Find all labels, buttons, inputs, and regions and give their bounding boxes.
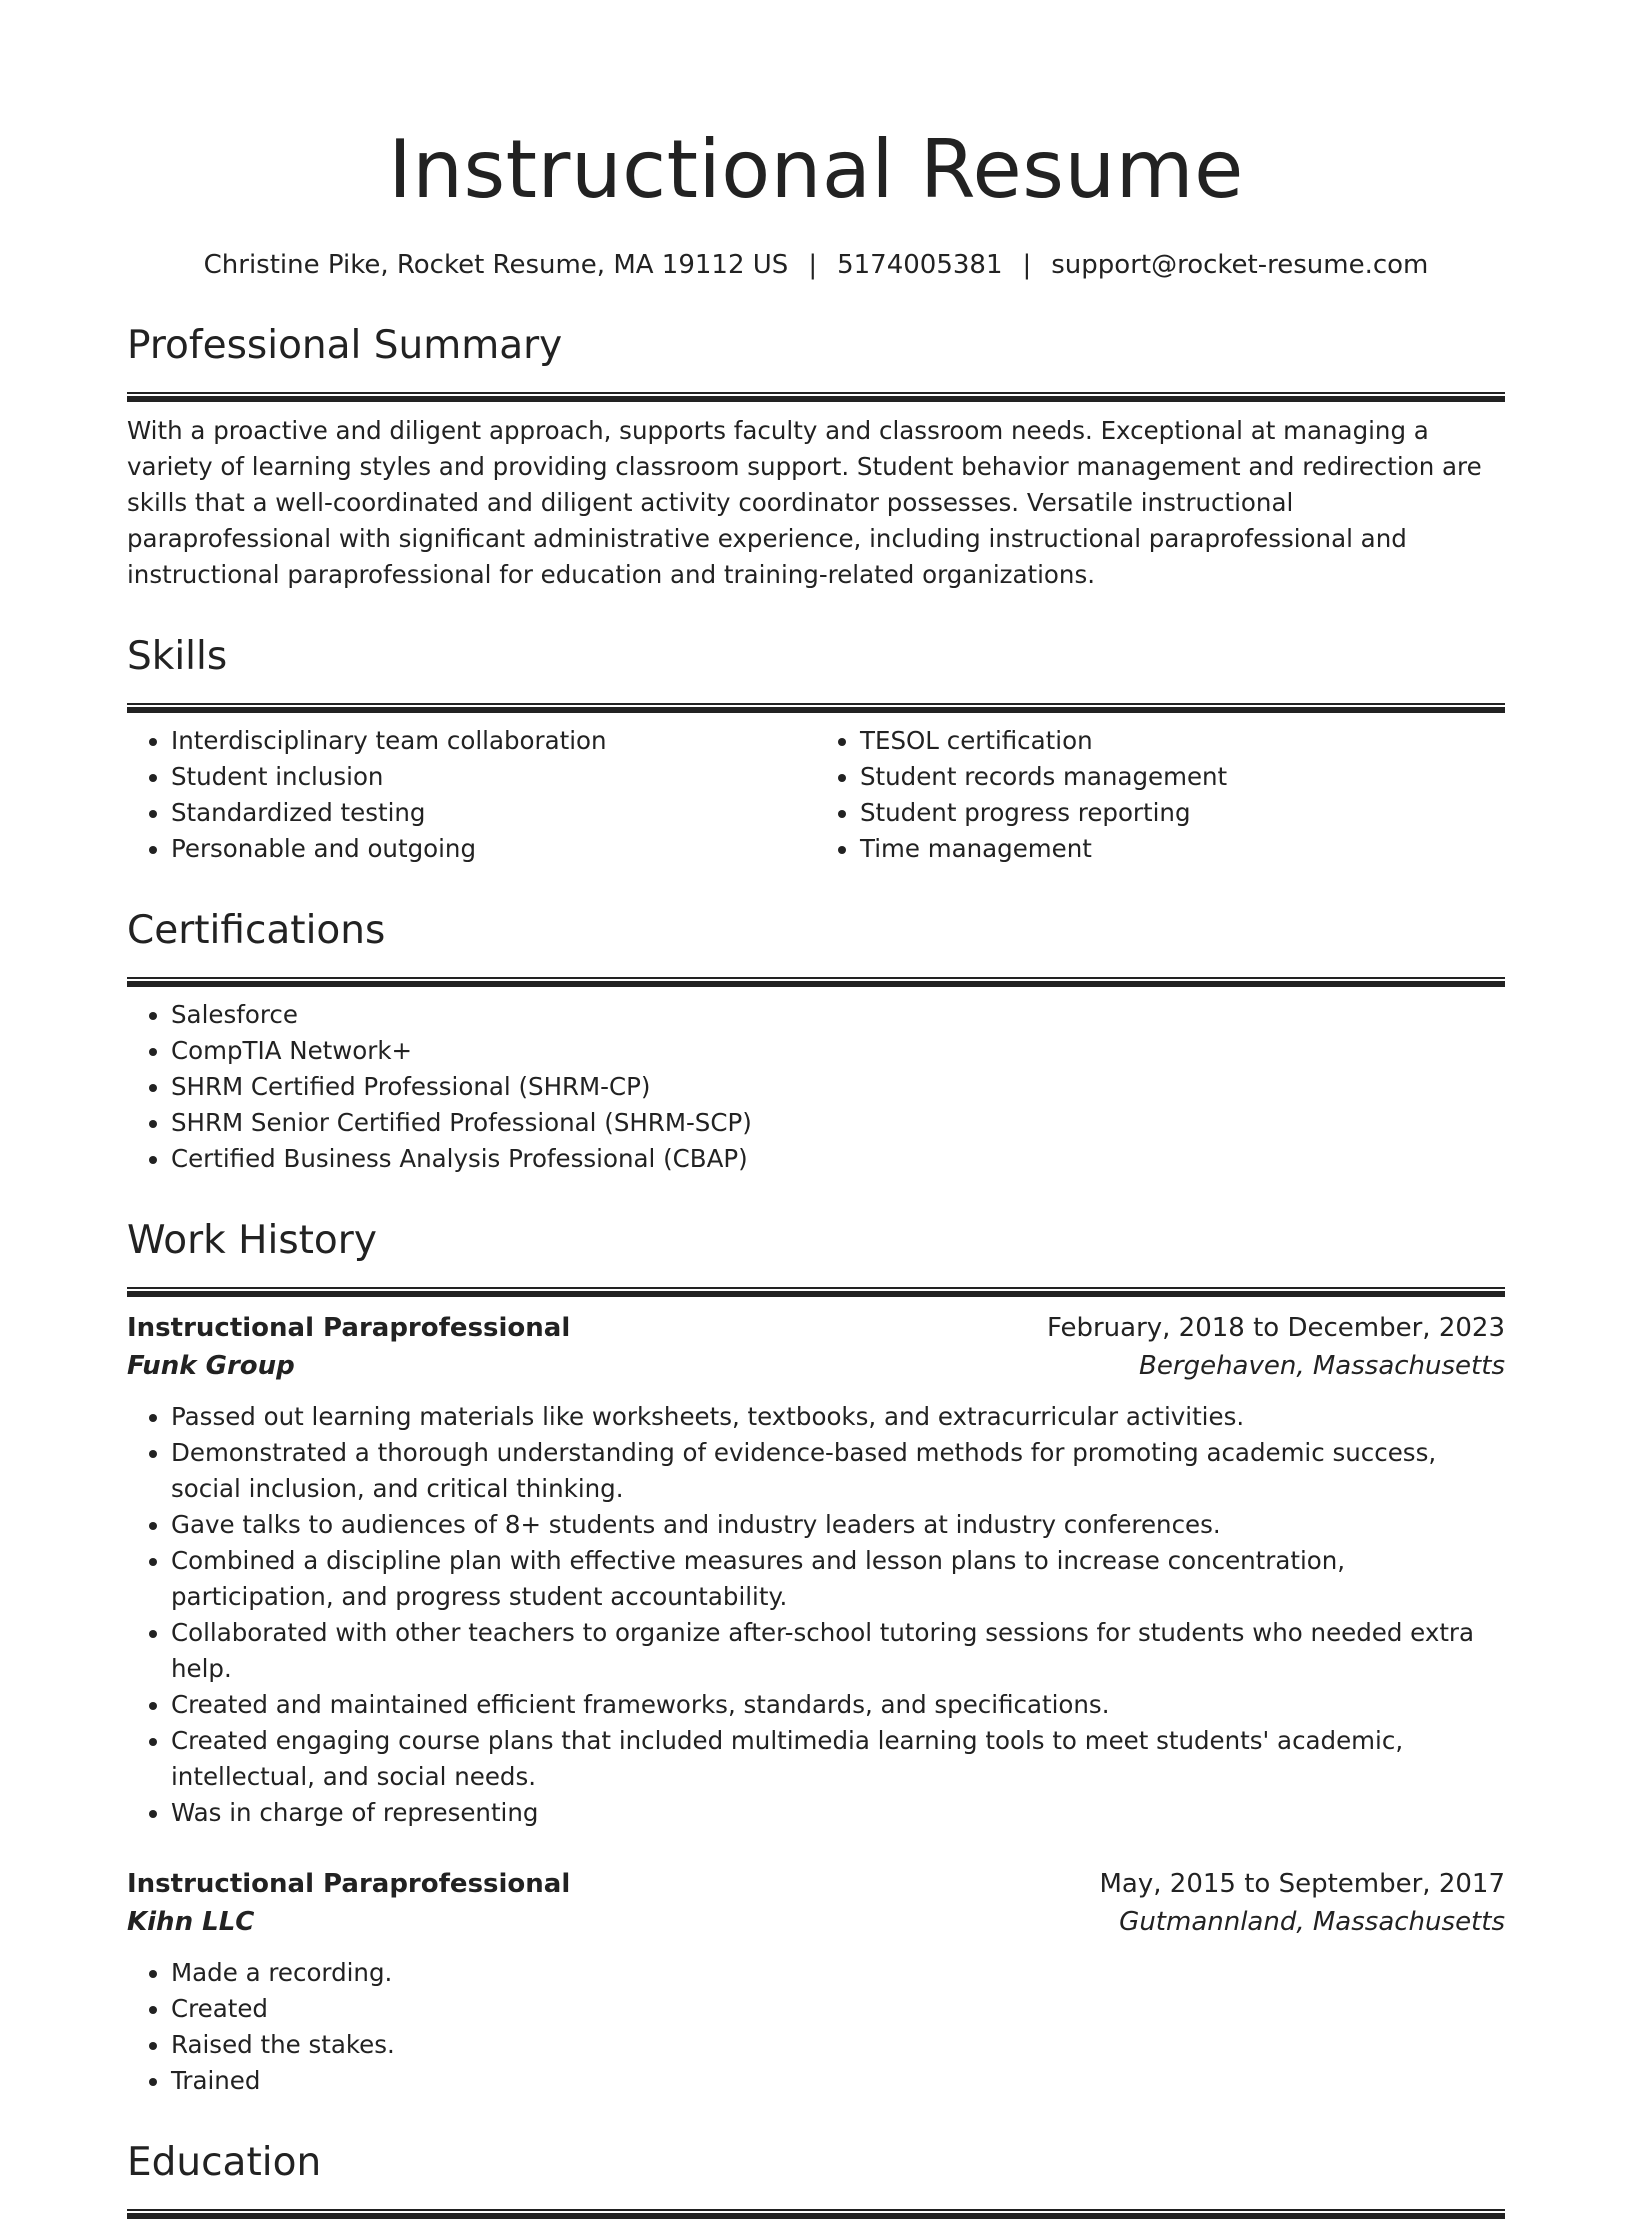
- job-bullet: • Combined a discipline plan with effective measures and lesson plans to increase concentration, participation, and progress student accountability.: [171, 1543, 1505, 1615]
- job-bullet: • Demonstrated a thorough understanding of evidence-based methods for promoting academic success, social inclusion, and critical thinking.: [171, 1435, 1505, 1507]
- summary-section: [127, 322, 1505, 593]
- skills-list-left: [127, 723, 816, 867]
- contact-address: Christine Pike, Rocket Resume, MA 19112 US: [203, 250, 789, 280]
- certifications-list: [127, 997, 1505, 1177]
- certification-item: • Salesforce: [171, 997, 1505, 1033]
- contact-separator: |: [808, 250, 818, 280]
- skill-item: • TESOL certification: [860, 723, 1505, 759]
- job-bullet: • Trained: [171, 2063, 1505, 2099]
- job-company: Kihn LLC: [127, 1907, 255, 1937]
- section-divider: [127, 1287, 1505, 1297]
- job-bullet: • Passed out learning materials like worksheets, textbooks, and extracurricular activities.: [171, 1399, 1505, 1435]
- job-header-row: [127, 1309, 1505, 1347]
- skills-list-right: [816, 723, 1505, 867]
- job-entry: [127, 1865, 1505, 2099]
- section-divider: [127, 977, 1505, 987]
- job-dates: February, 2018 to December, 2023: [1046, 1313, 1505, 1343]
- skills-heading: Skills: [127, 634, 228, 679]
- job-bullet: • Raised the stakes.: [171, 2027, 1505, 2063]
- job-dates: May, 2015 to September, 2017: [1099, 1869, 1505, 1899]
- certification-item: • Certified Business Analysis Professional (CBAP): [171, 1141, 1505, 1177]
- section-divider: [127, 703, 1505, 713]
- contact-email: support@rocket-resume.com: [1051, 250, 1429, 280]
- job-entry: [127, 1309, 1505, 1831]
- job-bullet: • Created and maintained efficient frameworks, standards, and specifications.: [171, 1687, 1505, 1723]
- section-divider: [127, 392, 1505, 402]
- skill-item: • Standardized testing: [171, 795, 816, 831]
- job-company-row: [127, 1347, 1505, 1385]
- certification-item: • SHRM Certified Professional (SHRM-CP): [171, 1069, 1505, 1105]
- skill-item: • Interdisciplinary team collaboration: [171, 723, 816, 759]
- contact-phone: 5174005381: [837, 250, 1003, 280]
- skill-item: • Student inclusion: [171, 759, 816, 795]
- job-title: Instructional Paraprofessional: [127, 1313, 571, 1343]
- skills-grid: [127, 713, 1505, 867]
- job-bullet: • Created engaging course plans that included multimedia learning tools to meet students' academic, intellectual, and social needs.: [171, 1723, 1505, 1795]
- skill-item: • Personable and outgoing: [171, 831, 816, 867]
- skill-item: • Time management: [860, 831, 1505, 867]
- job-location: Gutmannland, Massachusetts: [1119, 1907, 1505, 1937]
- education-section: [127, 2139, 1505, 2219]
- skills-section: [127, 633, 1505, 867]
- certifications-section: [127, 907, 1505, 1177]
- skill-item: • Student records management: [860, 759, 1505, 795]
- section-divider: [127, 2209, 1505, 2219]
- job-company: Funk Group: [127, 1351, 295, 1381]
- job-bullet: • Was in charge of representing: [171, 1795, 1505, 1831]
- job-bullet: • Gave talks to audiences of 8+ students and industry leaders at industry conferences.: [171, 1507, 1505, 1543]
- summary-heading: Professional Summary: [127, 323, 563, 368]
- work-history-heading: Work History: [127, 1218, 377, 1263]
- job-bullet: • Collaborated with other teachers to organize after-school tutoring sessions for students who needed extra help.: [171, 1615, 1505, 1687]
- job-location: Bergehaven, Massachusetts: [1139, 1351, 1505, 1381]
- certification-item: • CompTIA Network+: [171, 1033, 1505, 1069]
- education-heading: Education: [127, 2140, 322, 2185]
- job-bullet: • Made a recording.: [171, 1955, 1505, 1991]
- skill-item: • Student progress reporting: [860, 795, 1505, 831]
- certification-item: • SHRM Senior Certified Professional (SHRM-SCP): [171, 1105, 1505, 1141]
- job-bullets: [127, 1955, 1505, 2099]
- job-header-row: [127, 1865, 1505, 1903]
- certifications-heading: Certifications: [127, 908, 386, 953]
- job-company-row: [127, 1903, 1505, 1941]
- resume-title: Instructional Resume: [388, 123, 1244, 216]
- job-bullets: [127, 1399, 1505, 1831]
- contact-separator: |: [1022, 250, 1032, 280]
- job-title: Instructional Paraprofessional: [127, 1869, 571, 1899]
- work-history-section: [127, 1217, 1505, 2099]
- contact-line: [127, 248, 1505, 282]
- summary-text: With a proactive and diligent approach, supports faculty and classroom needs. Exceptional at managing a variety of learning styles and providing classroom support. Student behavior management and redirection are skills that a well-coordinated and diligent activity coordinator possesses. Versatile instructional paraprofessional with significant administrative experience, including instructional paraprofessional and instructional paraprofessional for education and training-related organizations.: [127, 416, 1482, 589]
- job-bullet: • Created: [171, 1991, 1505, 2027]
